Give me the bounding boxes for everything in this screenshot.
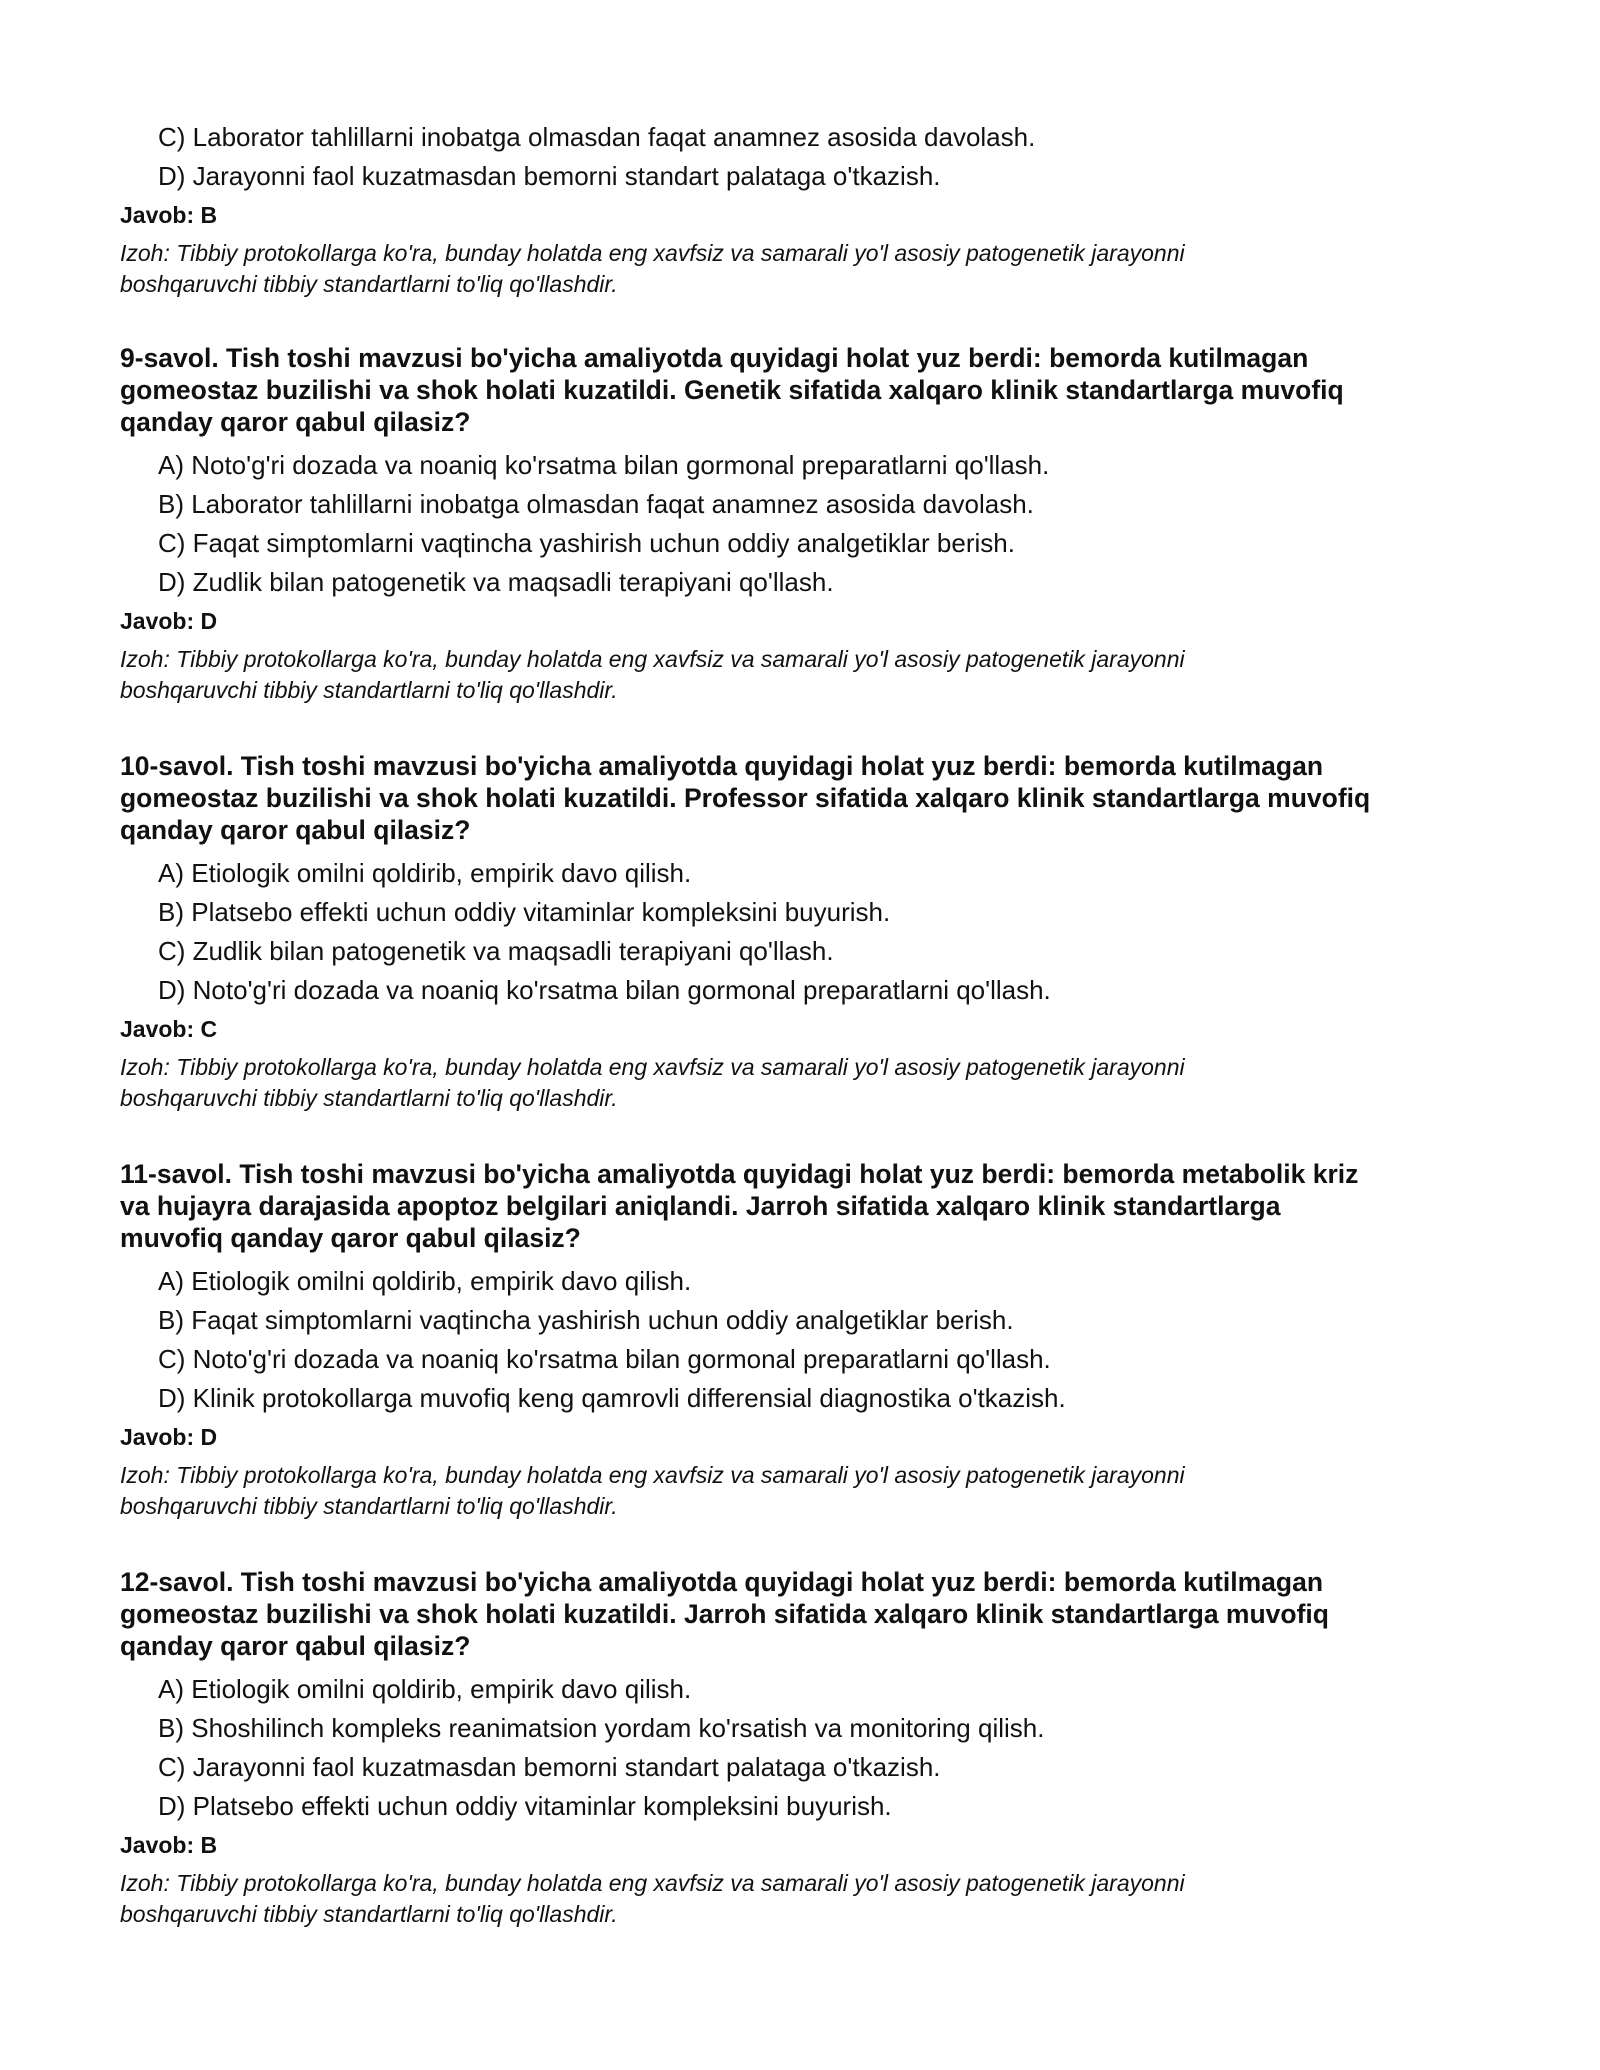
- option-d: D) Jarayonni faol kuzatmasdan bemorni standart palataga o'tkazish.: [158, 161, 941, 191]
- answer-label: Javob: D: [120, 1424, 218, 1450]
- option-list: [120, 446, 1500, 602]
- title-line: gomeostaz buzilishi va shok holati kuzatildi. Jarroh sifatida xalqaro klinik standartlarga muvofiq: [120, 1599, 1329, 1629]
- option-c: C) Noto'g'ri dozada va noaniq ko'rsatma bilan gormonal preparatlarni qo'llash.: [158, 1344, 1051, 1374]
- option-b: B) Platsebo effekti uchun oddiy vitaminlar kompleksini buyurish.: [158, 897, 891, 927]
- option-d: D) Platsebo effekti uchun oddiy vitaminlar kompleksini buyurish.: [158, 1791, 892, 1821]
- title-line: 12-savol. Tish toshi mavzusi bo'yicha amaliyotda quyidagi holat yuz berdi: bemorda kutilmagan: [120, 1567, 1324, 1597]
- option-list: [120, 118, 1500, 196]
- answer-label: Javob: D: [120, 608, 218, 634]
- title-line: muvofiq qanday qaror qabul qilasiz?: [120, 1223, 581, 1253]
- note-line: Izoh: Tibbiy protokollarga ko'ra, bunday holatda eng xavfsiz va samarali yo'l asosiy patogenetik jarayonni: [120, 646, 1185, 672]
- option-b: B) Faqat simptomlarni vaqtincha yashirish uchun oddiy analgetiklar berish.: [158, 1305, 1014, 1335]
- question-title: [120, 1158, 1500, 1254]
- note-line: boshqaruvchi tibbiy standartlarni to'liq qo'llashdir.: [120, 1085, 618, 1111]
- answer-label: Javob: C: [120, 1016, 218, 1042]
- note-line: boshqaruvchi tibbiy standartlarni to'liq qo'llashdir.: [120, 1493, 618, 1519]
- explanation-note: [120, 238, 1500, 300]
- title-line: qanday qaror qabul qilasiz?: [120, 407, 471, 437]
- option-b: B) Laborator tahlillarni inobatga olmasdan faqat anamnez asosida davolash.: [158, 489, 1034, 519]
- option-c: C) Jarayonni faol kuzatmasdan bemorni standart palataga o'tkazish.: [158, 1752, 941, 1782]
- note-line: boshqaruvchi tibbiy standartlarni to'liq qo'llashdir.: [120, 677, 618, 703]
- note-line: Izoh: Tibbiy protokollarga ko'ra, bunday holatda eng xavfsiz va samarali yo'l asosiy patogenetik jarayonni: [120, 240, 1185, 266]
- question-12: [120, 1566, 1500, 1930]
- option-d: D) Klinik protokollarga muvofiq keng qamrovli differensial diagnostika o'tkazish.: [158, 1383, 1066, 1413]
- option-list: [120, 1670, 1500, 1826]
- question-11: [120, 1158, 1500, 1522]
- option-c: C) Zudlik bilan patogenetik va maqsadli terapiyani qo'llash.: [158, 936, 834, 966]
- option-a: A) Etiologik omilni qoldirib, empirik davo qilish.: [158, 858, 692, 888]
- option-a: A) Noto'g'ri dozada va noaniq ko'rsatma bilan gormonal preparatlarni qo'llash.: [158, 450, 1050, 480]
- title-line: 11-savol. Tish toshi mavzusi bo'yicha amaliyotda quyidagi holat yuz berdi: bemorda metabolik kriz: [120, 1159, 1359, 1189]
- title-line: gomeostaz buzilishi va shok holati kuzatildi. Professor sifatida xalqaro klinik standartlarga muvofiq: [120, 783, 1371, 813]
- title-line: qanday qaror qabul qilasiz?: [120, 1631, 471, 1661]
- option-list: [120, 1262, 1500, 1418]
- option-a: A) Etiologik omilni qoldirib, empirik davo qilish.: [158, 1674, 692, 1704]
- title-line: gomeostaz buzilishi va shok holati kuzatildi. Genetik sifatida xalqaro klinik standartlarga muvofiq: [120, 375, 1344, 405]
- explanation-note: [120, 1868, 1500, 1930]
- note-line: boshqaruvchi tibbiy standartlarni to'liq qo'llashdir.: [120, 271, 618, 297]
- note-line: Izoh: Tibbiy protokollarga ko'ra, bunday holatda eng xavfsiz va samarali yo'l asosiy patogenetik jarayonni: [120, 1870, 1185, 1896]
- title-line: va hujayra darajasida apoptoz belgilari aniqlandi. Jarroh sifatida xalqaro klinik standartlarga: [120, 1191, 1281, 1221]
- explanation-note: [120, 1460, 1500, 1522]
- title-line: 9-savol. Tish toshi mavzusi bo'yicha amaliyotda quyidagi holat yuz berdi: bemorda kutilmagan: [120, 343, 1309, 373]
- note-line: Izoh: Tibbiy protokollarga ko'ra, bunday holatda eng xavfsiz va samarali yo'l asosiy patogenetik jarayonni: [120, 1054, 1185, 1080]
- question-title: [120, 342, 1500, 438]
- explanation-note: [120, 1052, 1500, 1114]
- title-line: qanday qaror qabul qilasiz?: [120, 815, 471, 845]
- option-b: B) Shoshilinch kompleks reanimatsion yordam ko'rsatish va monitoring qilish.: [158, 1713, 1045, 1743]
- answer-label: Javob: B: [120, 1832, 218, 1858]
- option-d: D) Noto'g'ri dozada va noaniq ko'rsatma bilan gormonal preparatlarni qo'llash.: [158, 975, 1051, 1005]
- option-c: C) Laborator tahlillarni inobatga olmasdan faqat anamnez asosida davolash.: [158, 122, 1036, 152]
- explanation-note: [120, 644, 1500, 706]
- option-list: [120, 854, 1500, 1010]
- option-a: A) Etiologik omilni qoldirib, empirik davo qilish.: [158, 1266, 692, 1296]
- note-line: Izoh: Tibbiy protokollarga ko'ra, bunday holatda eng xavfsiz va samarali yo'l asosiy patogenetik jarayonni: [120, 1462, 1185, 1488]
- option-c: C) Faqat simptomlarni vaqtincha yashirish uchun oddiy analgetiklar berish.: [158, 528, 1015, 558]
- question-title: [120, 1566, 1500, 1662]
- previous-question-tail: [120, 118, 1500, 300]
- question-9: [120, 342, 1500, 706]
- note-line: boshqaruvchi tibbiy standartlarni to'liq qo'llashdir.: [120, 1901, 618, 1927]
- question-10: [120, 750, 1500, 1114]
- option-d: D) Zudlik bilan patogenetik va maqsadli terapiyani qo'llash.: [158, 567, 834, 597]
- title-line: 10-savol. Tish toshi mavzusi bo'yicha amaliyotda quyidagi holat yuz berdi: bemorda kutilmagan: [120, 751, 1324, 781]
- answer-label: Javob: B: [120, 202, 218, 228]
- question-title: [120, 750, 1500, 846]
